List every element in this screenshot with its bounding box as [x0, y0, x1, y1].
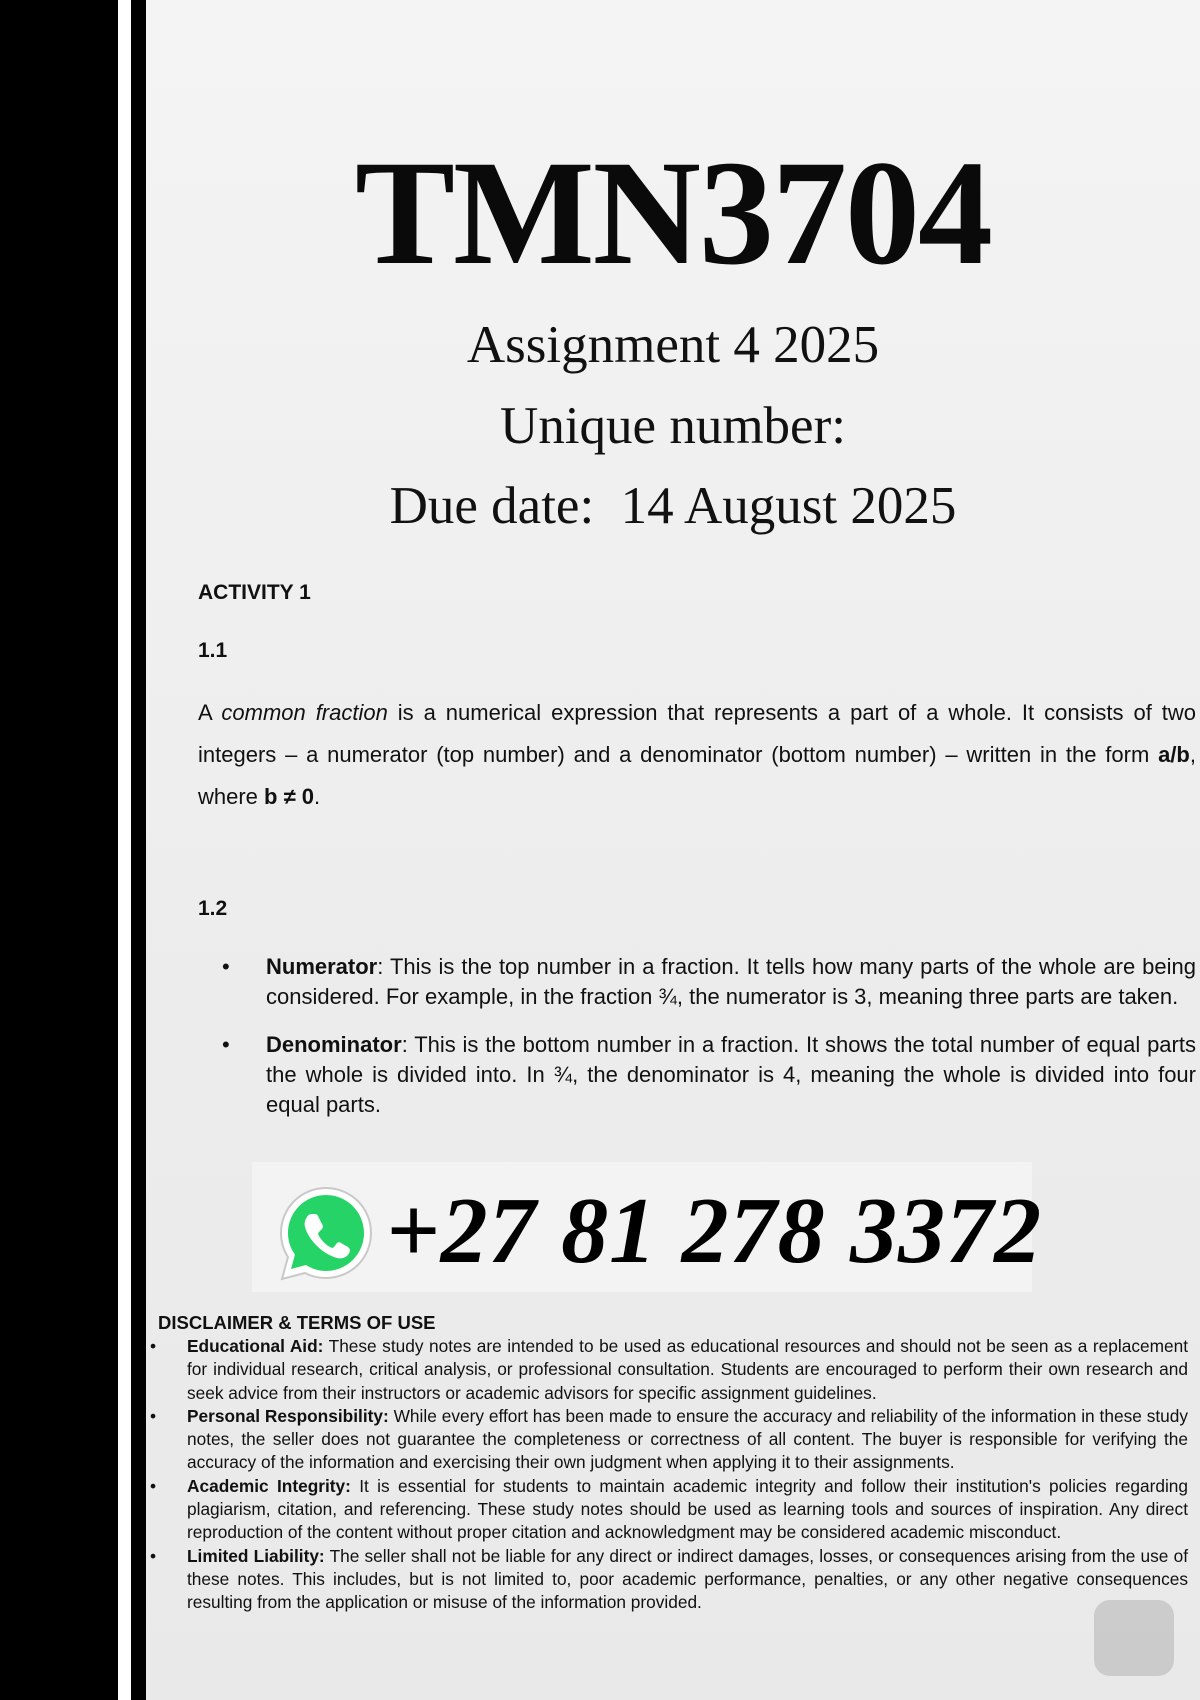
bullet-text: : This is the top number in a fraction. It tells how many parts of the whole are being considered. For example, in the fraction ¾, the numerator is 3, meaning three parts are taken. — [266, 954, 1196, 1009]
disclaimer-term: Educational Aid: — [187, 1336, 324, 1356]
disclaimer-text: These study notes are intended to be used as educational resources and should not be seen as a replacement for individual research, critical analysis, or professional consultation. Students are encouraged to perform their own research and seek advice from their instructors or academic advisors for specific assignment guidelines. — [187, 1336, 1188, 1403]
question-number-1-1: 1.1 — [198, 639, 228, 662]
disclaimer-term: Limited Liability: — [187, 1545, 325, 1566]
left-border-gap — [118, 0, 131, 1700]
para-condition: b ≠ 0 — [264, 784, 315, 809]
para-intro: A — [198, 700, 222, 725]
disclaimer-title: DISCLAIMER & TERMS OF USE — [158, 1312, 436, 1333]
disclaimer-text: It is essential for students to maintain academic integrity and follow their institution's policies regarding plagiarism, citation, and referencing. These study notes should be used as learning tools and sources of inspiration. Any direct reproduction of the content without proper citation and acknowledgment may be considered academic misconduct. — [187, 1475, 1189, 1543]
list-item — [146, 1335, 1188, 1405]
bullet-icon: • — [150, 1545, 157, 1566]
bullet-icon: • — [222, 954, 230, 979]
disclaimer-term: Academic Integrity: — [187, 1475, 351, 1496]
activity-heading: ACTIVITY 1 — [198, 581, 311, 604]
bullet-icon: • — [150, 1405, 157, 1426]
assignment-title: Assignment 4 2025 — [466, 316, 880, 374]
answer-1-2-list — [222, 952, 1196, 1138]
document-page — [146, 0, 1200, 1700]
bullet-term: Numerator — [266, 954, 378, 979]
list-item — [146, 1475, 1188, 1545]
answer-1-1-paragraph — [198, 692, 1196, 818]
left-border-bar — [0, 0, 118, 1700]
course-code: TMN3704 — [355, 130, 991, 296]
list-item — [146, 1405, 1188, 1475]
contact-banner — [252, 1162, 1043, 1292]
para-term: common fraction — [221, 700, 388, 725]
bullet-icon: • — [222, 1032, 230, 1057]
para-form: a/b — [1158, 742, 1190, 767]
list-item — [222, 952, 1196, 1012]
list-item — [146, 1545, 1188, 1615]
disclaimer-list — [146, 1335, 1188, 1615]
left-border-bar-inner — [131, 0, 146, 1700]
question-number-1-2: 1.2 — [198, 897, 228, 920]
para-text-1: is a numerical expression that represents a part of a whole. It consists of two integers – a numerator (top number) and a denominator (bottom number) – written in the form — [198, 700, 1197, 767]
due-date: Due date: 14 August 2025 — [389, 477, 957, 535]
para-end: . — [314, 784, 321, 809]
phone-number: +27 81 278 3372 — [386, 1179, 1043, 1283]
list-item — [222, 1030, 1196, 1120]
bullet-term: Denominator — [266, 1032, 402, 1057]
disclaimer-text: The seller shall not be liable for any direct or indirect damages, losses, or consequences arising from the use of these notes. This includes, but is not limited to, poor academic performance, penalties, or any other negative consequences resulting from the application or misuse of the information provided. — [187, 1545, 1188, 1613]
unique-number-label: Unique number: — [500, 397, 846, 455]
disclaimer-term: Personal Responsibility: — [187, 1405, 389, 1426]
disclaimer-text: While every effort has been made to ensure the accuracy and reliability of the information in these study notes, the seller does not guarantee the completeness or correctness of all content. The buyer is responsible for verifying the accuracy of the information and exercising their own judgment when applying it to their assignments. — [187, 1405, 1189, 1473]
whatsapp-icon — [274, 1182, 378, 1286]
bullet-text: : This is the bottom number in a fraction. It shows the total number of equal parts the whole is divided into. In ¾, the denominator is 4, meaning the whole is divided into four equal parts. — [266, 1032, 1196, 1117]
bullet-icon: • — [150, 1475, 157, 1496]
overlay-corner-button[interactable] — [1094, 1600, 1174, 1676]
para-text-2: , where — [198, 742, 1196, 809]
bullet-icon: • — [150, 1336, 157, 1356]
